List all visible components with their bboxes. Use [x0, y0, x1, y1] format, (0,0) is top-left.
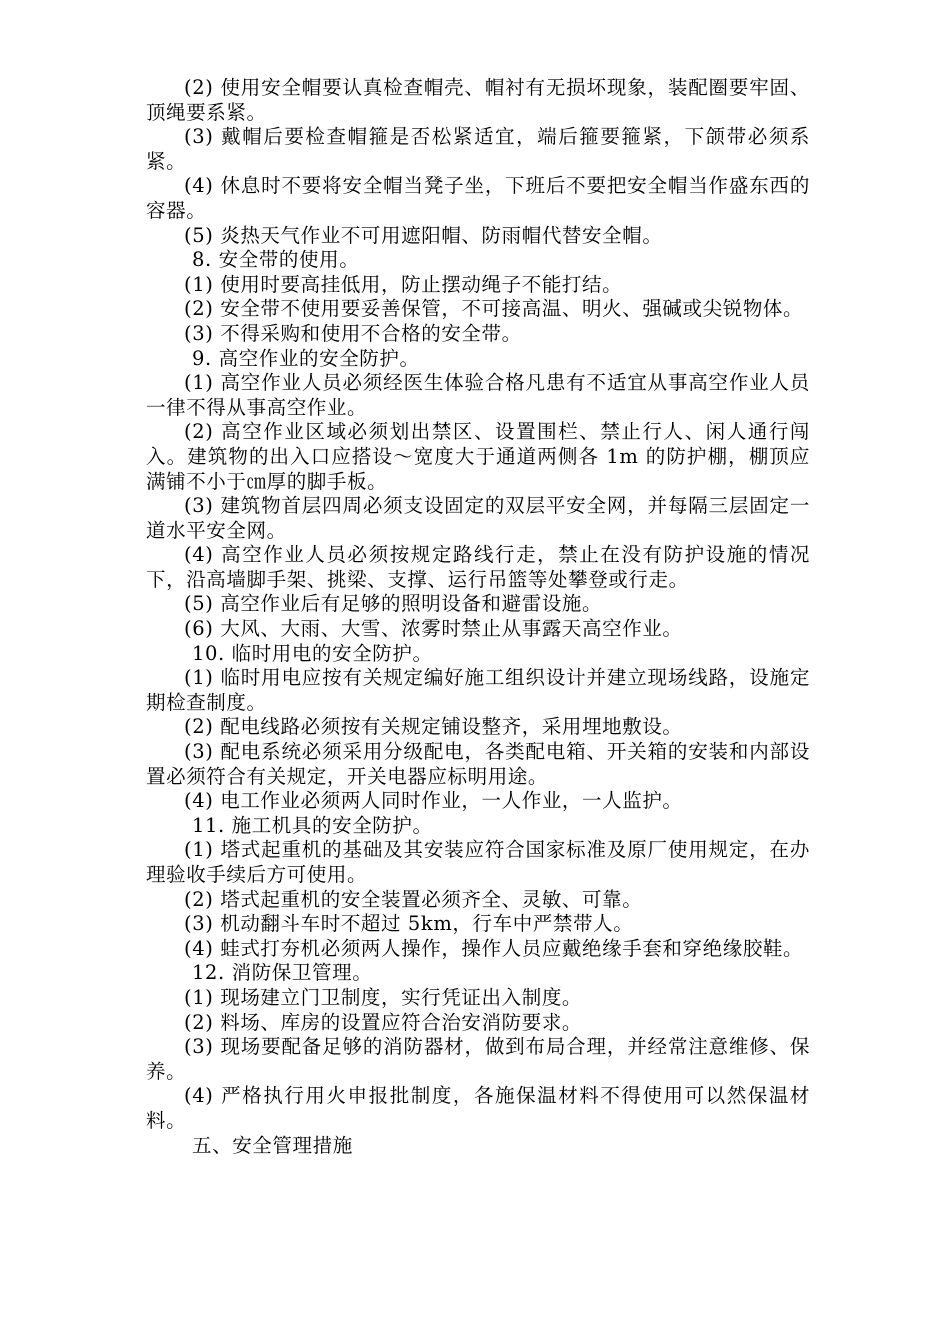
paragraph: (2) 塔式起重机的安全装置必须齐全、灵敏、可靠。: [184, 887, 643, 911]
paragraph: (6) 大风、大雨、大雪、浓雾时禁止从事露天高空作业。: [184, 617, 683, 641]
paragraph: (1) 使用时要高挂低用，防止摆动绳子不能打结。: [184, 272, 623, 296]
paragraph: (1) 高空作业人员必须经医生体验合格凡患有不适宜从事高空作业人员一律不得从事高空作业。: [146, 371, 810, 419]
paragraph: (1) 塔式起重机的基础及其安装应符合国家标准及原厂使用规定，在办理验收手续后方可使用。: [146, 838, 810, 886]
section-heading: 11. 施工机具的安全防护。: [192, 813, 433, 837]
paragraph: (2) 高空作业区域必须划出禁区、设置围栏、禁止行人、闲人通行闯入。建筑物的出入口应搭设～宽度大于通道两侧各 1m 的防护棚，棚顶应满铺不小于㎝厚的脚手板。: [146, 420, 810, 493]
paragraph: (2) 配电线路必须按有关规定铺设整齐，采用埋地敷设。: [184, 715, 683, 739]
paragraph: (1) 临时用电应按有关规定编好施工组织设计并建立现场线路，设施定期检查制度。: [146, 666, 810, 714]
paragraph: (3) 机动翻斗车时不超过 5km，行车中严禁带人。: [184, 912, 634, 936]
paragraph: (3) 现场要配备足够的消防器材，做到布局合理，并经常注意维修、保养。: [146, 1035, 810, 1083]
section-heading: 8. 安全带的使用。: [192, 248, 360, 272]
paragraph: (4) 高空作业人员必须按规定路线行走，禁止在没有防护设施的情况下，沿高墙脚手架、挑梁、支撑、运行吊篮等处攀登或行走。: [146, 543, 810, 591]
paragraph: (2) 料场、库房的设置应符合治安消防要求。: [184, 1010, 583, 1034]
document-body: [146, 76, 810, 1158]
section-heading: 12. 消防保卫管理。: [192, 961, 373, 985]
paragraph: (1) 现场建立门卫制度，实行凭证出入制度。: [184, 985, 583, 1009]
paragraph: (5) 高空作业后有足够的照明设备和避雷设施。: [184, 592, 603, 616]
section-heading: 9. 高空作业的安全防护。: [192, 346, 420, 370]
paragraph: (4) 严格执行用火申报批制度，各施保温材料不得使用可以然保温材料。: [146, 1084, 810, 1132]
paragraph: (3) 配电系统必须采用分级配电，各类配电箱、开关箱的安装和内部设置必须符合有关规定，开关电器应标明用途。: [146, 740, 810, 788]
paragraph: (5) 炎热天气作业不可用遮阳帽、防雨帽代替安全帽。: [184, 223, 663, 247]
paragraph: (4) 蛙式打夯机必须两人操作，操作人员应戴绝缘手套和穿绝缘胶鞋。: [184, 936, 804, 960]
paragraph: (3) 不得采购和使用不合格的安全带。: [184, 321, 522, 345]
paragraph: (3) 建筑物首层四周必须支设固定的双层平安全网，并每隔三层固定一道水平安全网。: [146, 494, 810, 542]
section-heading: 10. 临时用电的安全防护。: [192, 641, 433, 665]
paragraph: (3) 戴帽后要检查帽箍是否松紧适宜，端后箍要箍紧，下颌带必须系紧。: [146, 125, 810, 173]
paragraph: (4) 休息时不要将安全帽当凳子坐，下班后不要把安全帽当作盛东西的容器。: [146, 174, 810, 222]
paragraph: (2) 安全带不使用要妥善保管，不可接高温、明火、强碱或尖锐物体。: [184, 297, 804, 321]
chapter-heading: 五、安全管理措施: [192, 1133, 353, 1157]
paragraph: (2) 使用安全帽要认真检查帽壳、帽衬有无损坏现象，装配圈要牢固、顶绳要系紧。: [146, 76, 810, 124]
paragraph: (4) 电工作业必须两人同时作业，一人作业，一人监护。: [184, 789, 683, 813]
